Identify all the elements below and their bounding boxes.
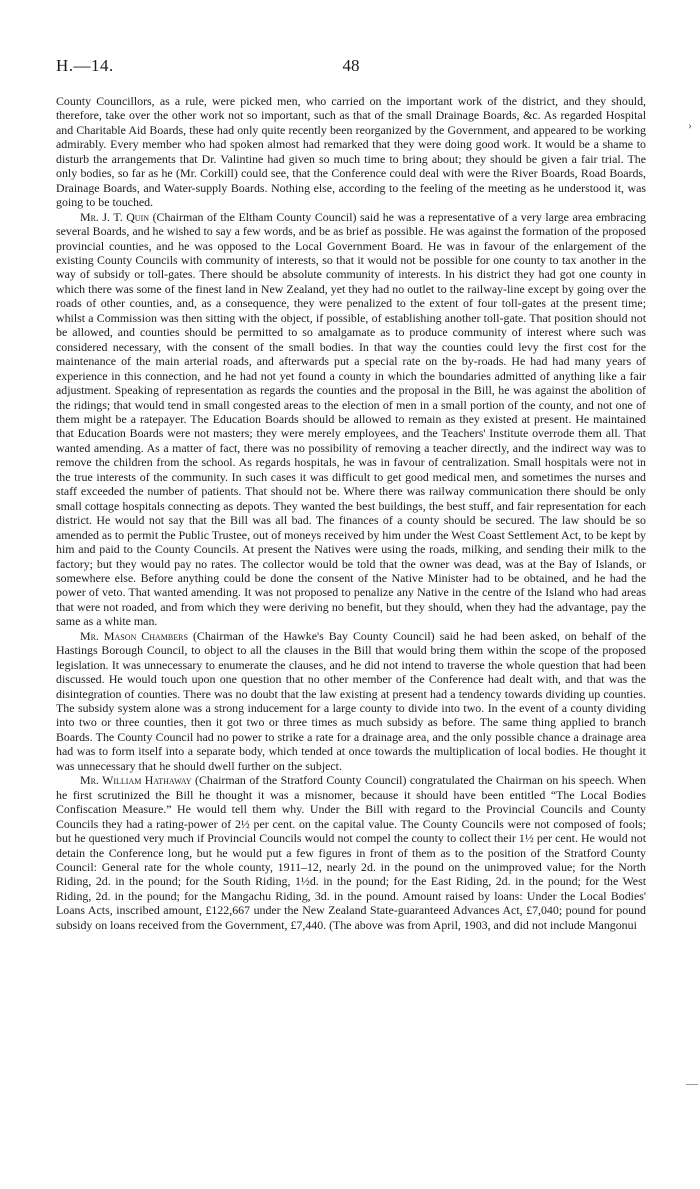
- margin-mark: —: [686, 1076, 698, 1090]
- speaker-name: Mr. J. T. Quin: [80, 209, 150, 224]
- paragraph-text: (Chairman of the Stratford County Council) congratulated the Chairman on his speech. When he first scrutinized the Bill he thought it was a misnomer, because it should have been entitled “The Local Bodies Confiscation Measure.” He would tell them why. Under the Bill with regard to the Provincial Councils and County Councils they had a rating-power of 2½ per cent. on the capital value. The County Councils were not composed of fools; but he questioned very much if Provincial Councils would not compel the county to collect their 1½ per cent. He would not detain the Conference long, but he would put a few figures in front of them as to the position of the Stratford County Council: General rate for the whole county, 1911–12, nearly 2d. in the pound on the unimproved value; for the North Riding, 2d. in the pound; for the South Riding, 1½d. in the pound; for the East Riding, 2d. in the pound; for the West Riding, 2d. in the pound; for the Mangachu Riding, 3d. in the pound. Amount raised by loans: Under the Local Bodies' Loans Acts, inscribed amount, £122,667 under the New Zealand State-guaranteed Advances Act, £7,040; pound for pound subsidy on loans received from the Government, £7,440. (The above was from April, 1903, and did not include Mangonui: [56, 773, 647, 932]
- speaker-name: Mr. Mason Chambers: [80, 628, 188, 643]
- body-text: [56, 94, 646, 932]
- paragraph-text: (Chairman of the Hawke's Bay County Council) said he had been asked, on behalf of the Hastings Borough Council, to object to all the clauses in the Bill that would bring them within the scope of the proposed legislation. It was unnecessary to enumerate the clauses, and he did not intend to traverse the whole question that had been discussed. He would touch upon one question that no other member of the Conference had dealt with, and that was the disintegration of counties. There was no doubt that the law existing at present had a tendency towards dividing up counties. The subsidy system alone was a strong inducement for a large county to divide into two. In the event of a county dividing into two or three counties, then it got two or three times as much subsidy as before. The same thing applied to branch Boards. The County Council had no power to strike a rate for a drainage area, and the only possible chance a drainage area had was to form itself into a separate body, which tended at once towards the multiplication of local bodies. He thought it was unnecessary that he should dwell further on the subject.: [56, 628, 646, 773]
- paragraph-text: County Councillors, as a rule, were picked men, who carried on the important work of the district, and they should, therefore, take over the other work not so important, such as that of the small Drainage Boards, &c. As regarded Hospital and Charitable Aid Boards, these had only quite recently been reorganized by the Government, and appeared to be working admirably. Every member who had spoken almost had remarked that they were doing good work. It would be a shame to disturb the arrangements that Dr. Valintine had given so much time to bring about; they should be given a fair trial. The only bodies, so far as he (Mr. Corkill) could see, that the Conference could deal with were the River Boards, Road Boards, Drainage Boards, and Water-supply Boards. Nothing else, according to the feeling of the meeting as he understood it, was going to be touched.: [56, 94, 646, 210]
- page-number: 48: [342, 56, 360, 75]
- paragraph-text: (Chairman of the Eltham County Council) said he was a representative of a very large area embracing several Boards, and he wished to say a few words, and be as brief as possible. He was against the formation of the proposed provincial counties, and he was opposed to the Local Government Board. He was in favour of the enlargement of the existing County Councils with community of interests, so that it would not be possible for one county to tax another in the way of subsidy or toll-gates. There should be absolute community of interests. In his district they had got one county in which there was some of the finest land in New Zealand, yet they had no outlet to the railway-line except by going over the roads of other counties, and, as a consequence, they were penalized to the extent of four toll-gates at the present time; whilst a Commission was then sitting with the object, if possible, of establishing another toll-gate. That position should not be allowed, and counties should be permitted to so amalgamate as to produce community of interest where such was considered necessary, with the consent of the small bodies. In that way the counties could levy the first cost for the maintenance of the main arterial roads, and afterwards put a special rate on the by-roads. He had had many years of experience in this connection, and he had not yet found a county in which the boundaries admitted of anything like a fair adjustment. Speaking of representation as regards the counties and the proposal in the Bill, he was against the abolition of the ridings; that would tend in small congested areas to the election of men in a small portion of the county, and not one of them might be a ratepayer. The Education Boards should be allowed to remain as they existed at present. He maintained that Education Boards were not masters; they were merely employees, and the Teachers' Institute overrode them all. That wanted amending. As a matter of fact, there was no possibility of removing a teacher directly, and the indirect way was to remove the children from the school. As regards hospitals, he was in favour of centralization. Small hospitals were not in the true interests of the community. In such cases it was difficult to get good medical men, and sometimes the nurses and staff exceeded the number of patients. That should not be. Where there was railway communication there should be only small cottage hospitals connecting as depots. They wanted the best buildings, the best stuff, and fair representation for each district. He would not say that the Bill was all bad. The finances of a county should be secured. The law should be so amended as to permit the Public Trustee, out of moneys received by him under the West Coast Settlement Act, to be kept by him and paid to the County Councils. At present the Natives were using the roads, milking, and sending their milk to the factory; but they would pay no rates. The collector would be told that the owner was dead, was at the Bay of Islands, or somewhere else. Before anything could be done the consent of the Native Minister had to be obtained, and he had the power of veto. That wanted amending. It was not proposed to penalize any Native in the centre of the Island who had areas that were not roaded, and from which they were deriving no benefit, but they should, when they had the advantage, pay the same as a white man.: [56, 209, 647, 629]
- margin-mark: ›: [688, 118, 692, 132]
- paragraph: [56, 773, 646, 932]
- paper-reference: H.—14.: [56, 56, 114, 75]
- page-header: [56, 56, 646, 78]
- paragraph: [56, 94, 646, 210]
- paragraph: [56, 629, 646, 774]
- speaker-name: Mr. William Hathaway: [80, 773, 192, 788]
- paragraph: [56, 210, 646, 629]
